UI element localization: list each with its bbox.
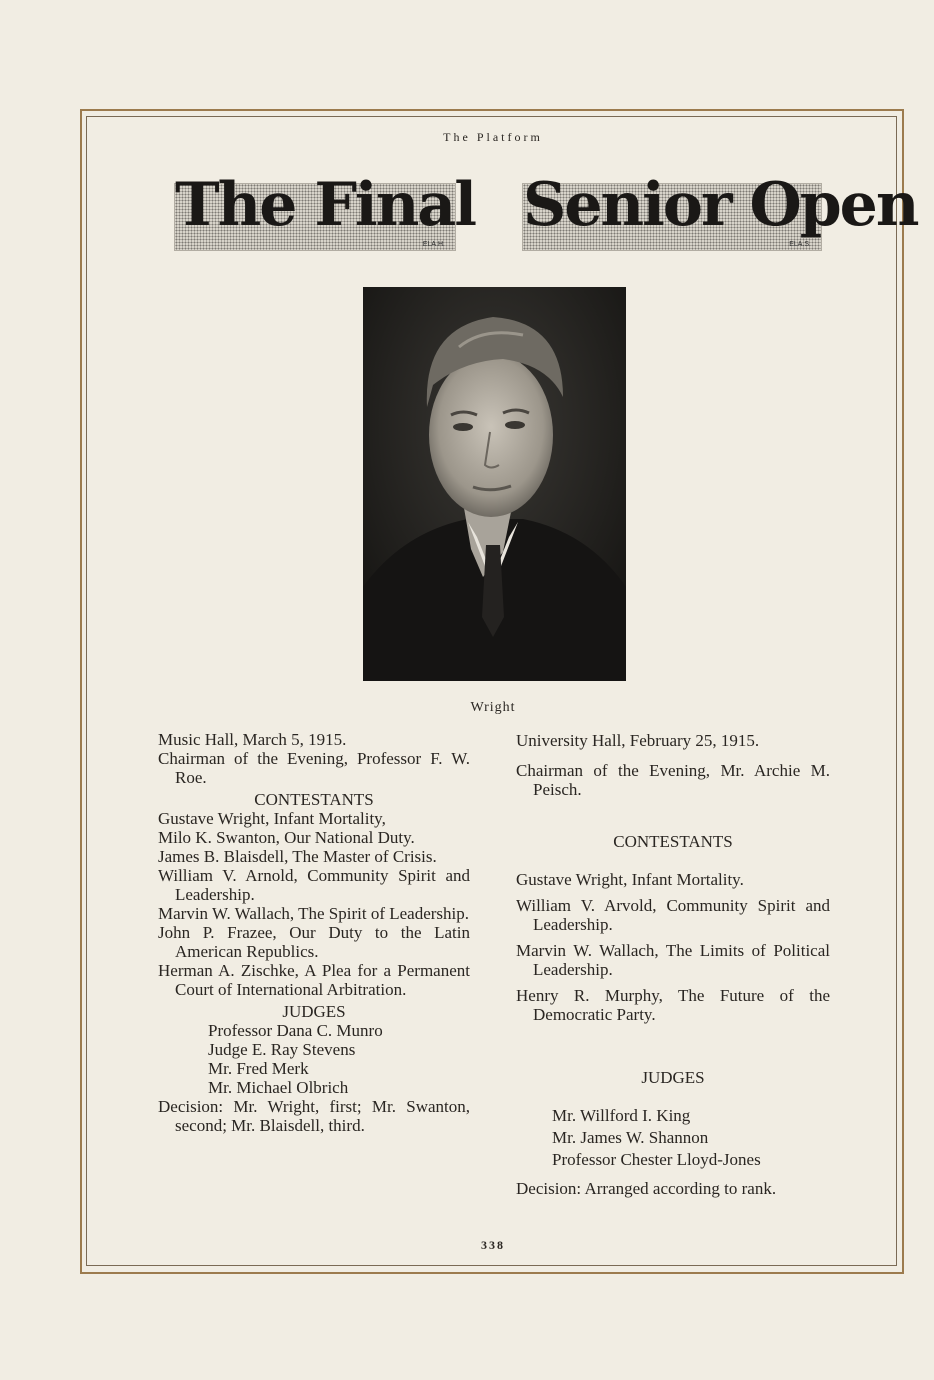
banner-left-title: The Final [175,170,476,240]
left-chairman: Chairman of the Evening, Professor F. W. Roe. [158,749,470,787]
left-contestant: Milo K. Swanton, Our National Duty. [158,828,415,847]
left-judges-list [158,1021,470,1097]
left-judge: Mr. Fred Merk [208,1059,309,1078]
left-column [158,730,470,1135]
portrait-illustration [363,287,626,681]
banner-right-signature: ELA.S. [789,241,811,248]
left-venue: Music Hall, March 5, 1915. [158,730,347,749]
page-number: 338 [481,1238,505,1252]
left-judges-heading: JUDGES [282,1002,346,1021]
portrait-photo [363,287,626,681]
right-contestant: Marvin W. Wallach, The Limits of Political Leadership. [516,941,830,979]
banner-left-signature: ELA.H. [422,241,445,248]
right-judges-heading: JUDGES [641,1068,705,1087]
left-decision: Decision: Mr. Wright, first; Mr. Swanton, second; Mr. Blaisdell, third. [158,1097,470,1135]
right-contestant: Gustave Wright, Infant Mortality. [516,870,744,889]
left-contestant: Marvin W. Wallach, The Spirit of Leadership. [158,904,470,923]
left-contestant: James B. Blaisdell, The Master of Crisis. [158,847,437,866]
left-contestants-heading: CONTESTANTS [254,790,374,809]
right-contestants-heading: CONTESTANTS [613,832,733,851]
right-column [516,731,830,1198]
left-judge: Judge E. Ray Stevens [208,1040,356,1059]
right-decision: Decision: Arranged according to rank. [516,1179,777,1198]
banner-left [174,170,476,251]
section-header: The Platform [443,130,543,144]
right-venue: University Hall, February 25, 1915. [516,731,760,750]
right-contestant: William V. Arvold, Community Spirit and Leadership. [516,896,830,934]
right-judge: Professor Chester Lloyd-Jones [552,1150,761,1169]
photo-caption: Wright [470,700,516,715]
right-judge: Mr. James W. Shannon [552,1128,709,1147]
right-chairman: Chairman of the Evening, Mr. Archie M. Peisch. [516,761,830,799]
left-judge: Mr. Michael Olbrich [208,1078,349,1097]
left-judge: Professor Dana C. Munro [208,1021,383,1040]
left-contestant: Gustave Wright, Infant Mortality, [158,809,386,828]
left-contestant: William V. Arnold, Community Spirit and Leadership. [158,866,470,904]
right-contestant: Henry R. Murphy, The Future of the Democratic Party. [516,986,830,1024]
banner-right-title: Senior Open [523,170,918,240]
left-contestant: John P. Frazee, Our Duty to the Latin American Republics. [158,923,470,961]
banner-right [522,170,918,251]
right-judge: Mr. Willford I. King [552,1106,691,1125]
right-judges-list [516,1105,830,1171]
left-contestant: Herman A. Zischke, A Plea for a Permanent Court of International Arbitration. [158,961,470,999]
